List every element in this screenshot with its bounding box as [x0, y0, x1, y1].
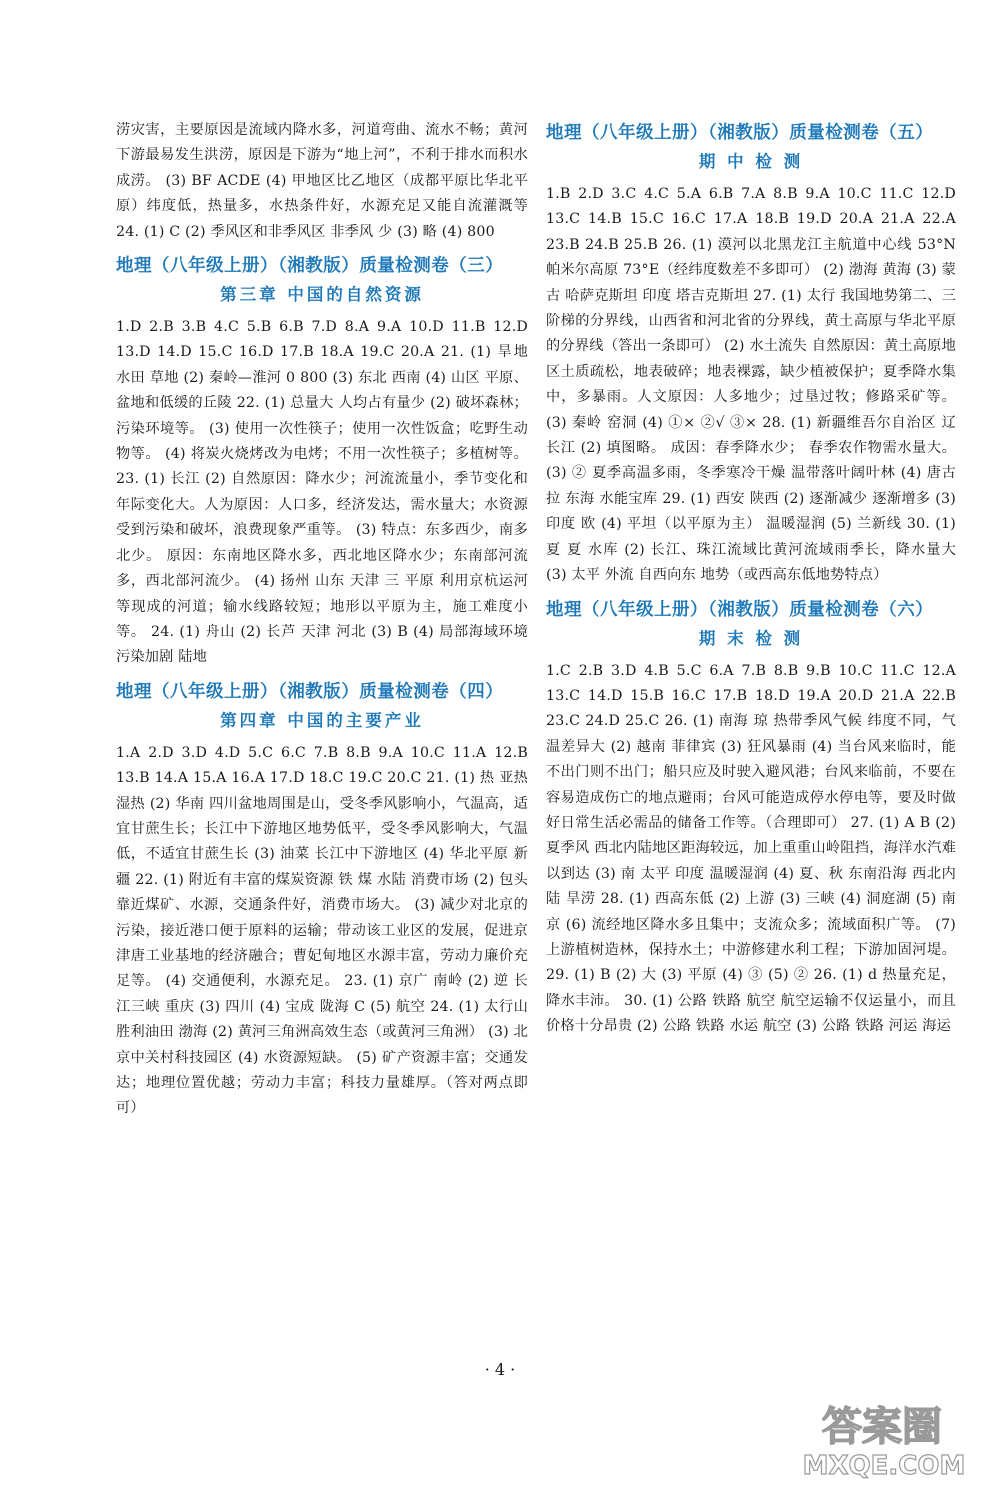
- left-column: [116, 118, 528, 1122]
- section-4-answers: 1.A 2.D 3.D 4.D 5.C 6.C 7.B 8.B 9.A 10.C 11.A 12.B 13.B 14.A 15.A 16.A 17.D 18.C 19.C 20.C 21. (1) 热 亚热 湿热 (2) 华南 四川盆地周围是山，受冬季风影响小，气温高，适宜甘蔗生长；长江中下游地区地势低平，受冬季风影响大，气温低，不适宜甘蔗生长 (3) 油菜 长江中下游地区 (4) 华北平原 新疆 22. (1) 附近有丰富的煤炭资源 铁 煤 水陆 消费市场 (2) 包头靠近煤矿、水源，交通条件好，消费市场大。 (3) 减少对北京的污染，接近港口便于原料的运输；带动该工业区的发展，促进京津唐工业基地的经济融合；曹妃甸地区水源丰富，劳动力廉价充足等。 (4) 交通便利，水源充足。 23. (1) 京广 南岭 (2) 逆 长江三峡 重庆 (3) 四川 (4) 宝成 陇海 C (5) 航空 24. (1) 太行山 胜利油田 渤海 (2) 黄河三角洲高效生态（或黄河三角洲） (3) 北京中关村科技园区 (4) 水资源短缺。 (5) 矿产资源丰富；交通发达；地理位置优越；劳动力丰富；科技力量雄厚。（答对两点即可）: [116, 744, 528, 1117]
- section-3-header: [116, 251, 528, 309]
- section-5-header: [546, 118, 956, 176]
- watermark-url: MXQE.COM: [802, 1451, 966, 1480]
- watermark-logo: [782, 1398, 987, 1480]
- section-4-title: 地理（八年级上册）（湘教版）质量检测卷（四）: [116, 681, 504, 702]
- section-5-title: 地理（八年级上册）（湘教版）质量检测卷（五）: [546, 123, 934, 143]
- section-3-title: 地理（八年级上册）（湘教版）质量检测卷（三）: [116, 256, 504, 277]
- section-6-answers: 1.C 2.B 3.D 4.B 5.C 6.A 7.B 8.B 9.B 10.C 11.C 12.A 13.C 14.D 15.B 16.C 17.B 18.D 19.A 20.D 21.A 22.B 23.C 24.D 25.C 26. (1) 南海 琼 热带季风气候 纬度不同，气温差异大 (2) 越南 菲律宾 (3) 狂风暴雨 (4) 当台风来临时，能不出门则不出门；船只应及时驶入避风港；台风来临前，不要在容易造成伤亡的地点避雨；台风可能造成停水停电等，要及时做好日常生活必需品的储备工作等。（合理即可） 27. (1) A B (2) 夏季风 西北内陆地区距海较远，加上重重山岭阻挡，海洋水汽难以到达 (3) 南 太平 印度 温暖湿润 (4) 夏、秋 东南沿海 西北内陆 旱涝 28. (1) 西高东低 (2) 上游 (3) 三峡 (4) 洞庭湖 (5) 南京 (6) 流经地区降水多且集中；支流众多；流域面积广等。 (7) 上游植树造林，保持水土；中游修建水利工程；下游加固河堤。 29. (1) B (2) 大 (3) 平原 (4) ③ (5) ② 26. (1) d 热量充足，降水丰沛。 30. (1) 公路 铁路 航空 航空运输不仅运量小，而且价格十分昂贵 (2) 公路 铁路 水运 航空 (3) 公路 铁路 河运 海运: [546, 662, 956, 1035]
- intro-answer-text: 涝灾害，主要原因是流域内降水多，河道弯曲、流水不畅；黄河下游最易发生洪涝，原因是下游为“地上河”，不利于排水而积水成涝。 (3) BF ACDE (4) 甲地区比乙地区（成都平原比华北平原）纬度低，热量多，水热条件好，水源充足又能自流灌溉等 24. (1) C (2) 季风区和非季风区 非季风 少 (3) 略 (4) 800: [116, 122, 528, 240]
- section-5-answers: 1.B 2.D 3.C 4.C 5.A 6.B 7.A 8.B 9.A 10.C 11.C 12.D 13.C 14.B 15.C 16.C 17.A 18.B 19.D 20.A 21.A 22.A 23.B 24.B 25.B 26. (1) 漠河以北黑龙江主航道中心线 53°N 帕米尔高原 73°E（经纬度数差不多即可） (2) 渤海 黄海 (3) 蒙古 哈萨克斯坦 印度 塔吉克斯坦 27. (1) 太行 我国地势第二、三阶梯的分界线，山西省和河北省的分界线，黄土高原与华北平原的分界线（答出一条即可） (2) 水土流失 自然原因：黄土高原地区土质疏松，地表破碎；地表裸露，缺少植被保护；夏季降水集中，多暴雨。人文原因：人多地少；过垦过牧；修路采矿等。 (3) 秦岭 窑洞 (4) ①× ②√ ③× 28. (1) 新疆维吾尔自治区 辽 长江 (2) 填图略。 成因：春季降水少； 春季农作物需水量大。 (3) ② 夏季高温多雨，冬季寒冷干燥 温带落叶阔叶林 (4) 唐古拉 东海 水能宝库 29. (1) 西安 陕西 (2) 逐渐减少 逐渐增多 (3) 印度 欧 (4) 平坦（以平原为主） 温暖湿润 (5) 兰新线 30. (1) 夏 夏 水库 (2) 长江、珠江流域比黄河流域雨季长，降水量大 (3) 太平 外流 自西向东 地势（或西高东低地势特点）: [546, 186, 956, 584]
- section-5-subtitle: 期 中 检 测: [698, 152, 804, 171]
- section-6-title: 地理（八年级上册）（湘教版）质量检测卷（六）: [546, 599, 934, 620]
- watermark-text: 答案圈: [822, 1404, 942, 1450]
- section-4-subtitle: 第四章 中国的主要产业: [220, 710, 424, 730]
- right-column: [546, 118, 956, 1040]
- page-number: · 4 ·: [484, 1360, 516, 1379]
- section-3-answers: 1.D 2.B 3.B 4.C 5.B 6.B 7.D 8.A 9.A 10.D 11.B 12.D 13.D 14.D 15.C 16.D 17.B 18.A 19.C 20.A 21. (1) 旱地 水田 草地 (2) 秦岭—淮河 0 800 (3) 东北 西南 (4) 山区 平原、盆地和低缓的丘陵 22. (1) 总量大 人均占有量少 (2) 破坏森林；污染环境等。 (3) 使用一次性筷子；使用一次性饭盒；吃野生动物等。 (4) 将炭火烧烤改为电烤；不用一次性筷子；多植树等。 23. (1) 长江 (2) 自然原因：降水少；河流流量小，季节变化和年际变化大。人为原因：人口多，经济发达，需水量大；水资源受到污染和破坏，浪费现象严重等。 (3) 特点：东多西少，南多北少。 原因：东南地区降水多，西北地区降水少；东南部河流多，西北部河流少。 (4) 扬州 山东 天津 三 平原 利用京杭运河等现成的河道；输水线路较短；地形以平原为主，施工难度小等。 24. (1) 舟山 (2) 长芦 天津 河北 (3) B (4) 局部海域环境污染加剧 陆地: [116, 319, 528, 666]
- section-6-header: [546, 595, 956, 653]
- section-3-subtitle: 第三章 中国的自然资源: [220, 285, 424, 305]
- section-6-subtitle: 期 末 检 测: [698, 628, 804, 648]
- section-4-header: [116, 677, 528, 735]
